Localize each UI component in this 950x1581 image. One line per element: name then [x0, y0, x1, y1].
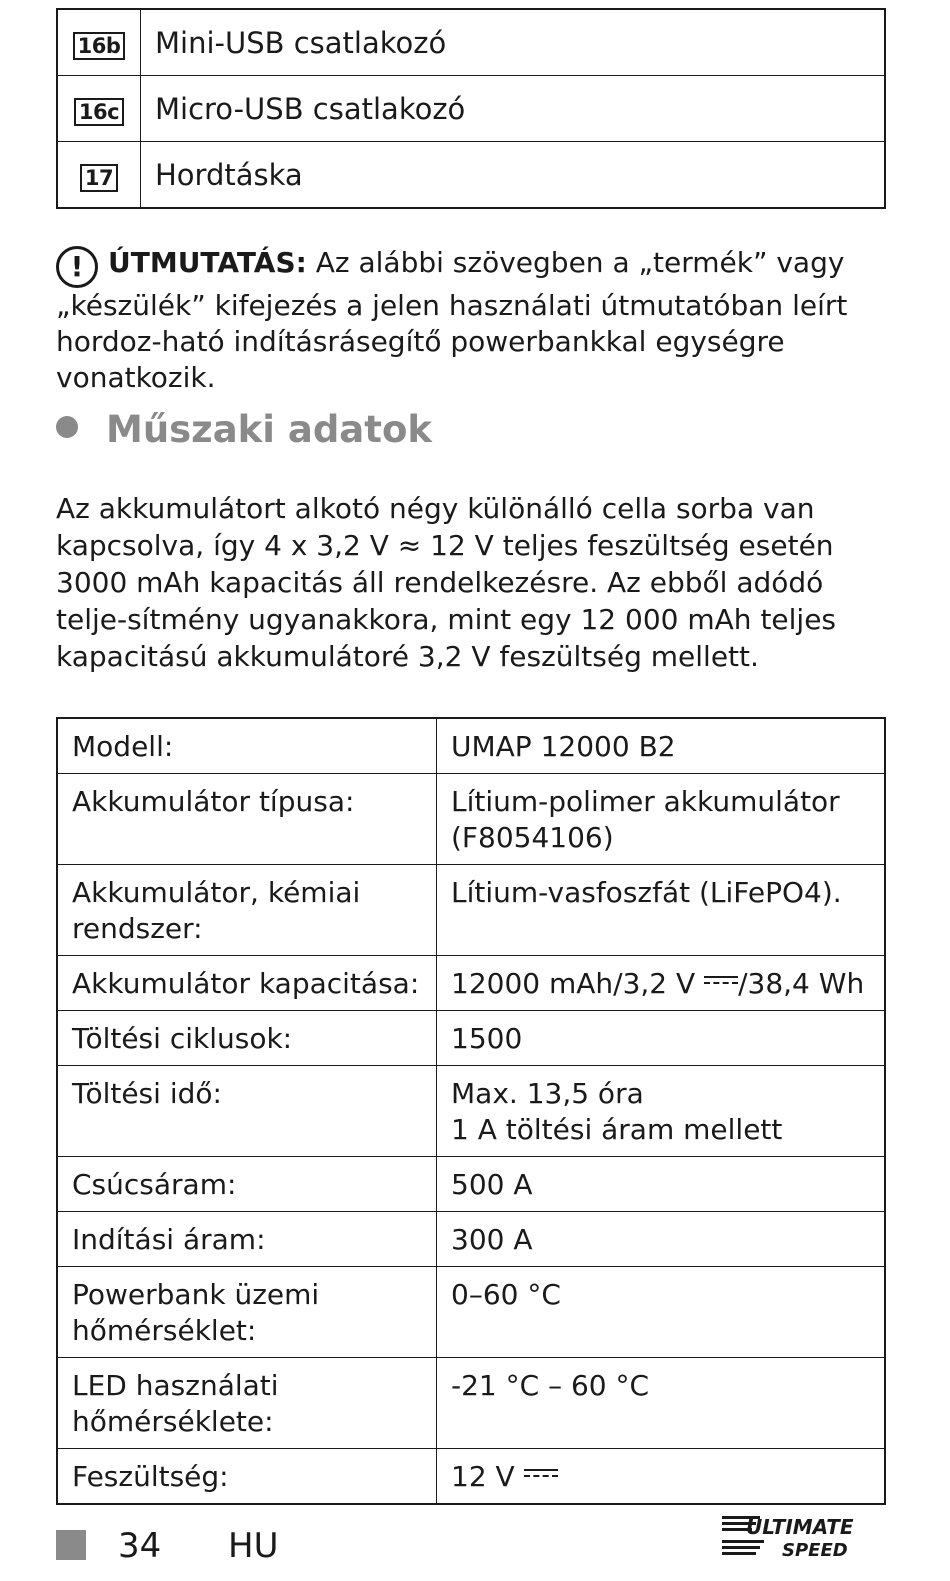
- table-row: [57, 1449, 885, 1505]
- spec-value: Lítium-polimer akkumulátor (F8054106): [437, 774, 886, 865]
- spec-label: Modell:: [57, 718, 437, 774]
- section-title: Műszaki adatok: [106, 408, 432, 451]
- spec-label: Feszültség:: [57, 1449, 437, 1505]
- bullet-icon: [56, 416, 78, 438]
- logo-text-top: ULTIMATE: [746, 1515, 854, 1539]
- page-number: 34: [118, 1526, 162, 1566]
- parts-table: [56, 8, 886, 209]
- dc-symbol-icon: [524, 1469, 558, 1480]
- spec-label: LED használati hőmérséklete:: [57, 1358, 437, 1449]
- spec-label: Akkumulátor, kémiai rendszer:: [57, 865, 437, 956]
- table-row: [57, 865, 885, 956]
- table-row: [57, 142, 885, 209]
- table-row: [57, 1267, 885, 1358]
- dc-symbol-icon: [704, 976, 738, 987]
- spec-value: 12000 mAh/3,2 V /38,4 Wh: [437, 956, 886, 1011]
- part-number: 16b: [73, 32, 126, 60]
- footer-marker: [56, 1530, 86, 1560]
- specs-table: [56, 717, 886, 1505]
- spec-value: 0–60 °C: [437, 1267, 886, 1358]
- note-block: [56, 245, 886, 396]
- table-row: [57, 718, 885, 774]
- spec-label: Töltési ciklusok:: [57, 1011, 437, 1066]
- table-row: [57, 9, 885, 76]
- note-title: ÚTMUTATÁS:: [108, 246, 307, 279]
- spec-label: Akkumulátor típusa:: [57, 774, 437, 865]
- exclamation-icon: !: [56, 246, 98, 288]
- spec-value: Lítium-vasfoszfát (LiFePO4).: [437, 865, 886, 956]
- table-row: [57, 1358, 885, 1449]
- table-row: [57, 1212, 885, 1267]
- spec-value: UMAP 12000 B2: [437, 718, 886, 774]
- table-row: [57, 1011, 885, 1066]
- spec-value: -21 °C – 60 °C: [437, 1358, 886, 1449]
- part-label: Mini-USB csatlakozó: [141, 9, 886, 76]
- part-label: Micro-USB csatlakozó: [141, 76, 886, 142]
- language-code: HU: [228, 1526, 279, 1566]
- table-row: [57, 76, 885, 142]
- table-row: [57, 956, 885, 1011]
- logo-text-bottom: SPEED: [782, 1540, 848, 1560]
- spec-value: Max. 13,5 óra 1 A töltési áram mellett: [437, 1066, 886, 1157]
- spec-value: 500 A: [437, 1157, 886, 1212]
- table-row: [57, 774, 885, 865]
- spec-label: Csúcsáram:: [57, 1157, 437, 1212]
- section-heading: [56, 408, 432, 451]
- spec-value: 300 A: [437, 1212, 886, 1267]
- part-number: 16c: [74, 98, 124, 126]
- note-text: Az alábbi szövegben a „termék” vagy „készülék” kifejezés a jelen használati útmutatóban leírt hordoz-ható indításrásegítő powerbankkal egységre vonatkozik.: [56, 246, 848, 394]
- spec-value: 12 V: [437, 1449, 886, 1505]
- brand-logo: [720, 1510, 886, 1560]
- table-row: [57, 1157, 885, 1212]
- part-label: Hordtáska: [141, 142, 886, 209]
- spec-value: 1500: [437, 1011, 886, 1066]
- part-number: 17: [80, 164, 118, 192]
- table-row: [57, 1066, 885, 1157]
- spec-label: Powerbank üzemi hőmérséklet:: [57, 1267, 437, 1358]
- intro-paragraph: Az akkumulátort alkotó négy különálló cella sorba van kapcsolva, így 4 x 3,2 V ≈ 12 V teljes feszültség esetén 3000 mAh kapacitás áll rendelkezésre. Az ebből adódó telje-sítmény ugyanakkora, mint egy 12 000 mAh teljes kapacitású akkumulátoré 3,2 V feszültség mellett.: [56, 492, 837, 673]
- spec-label: Akkumulátor kapacitása:: [57, 956, 437, 1011]
- spec-label: Töltési idő:: [57, 1066, 437, 1157]
- spec-label: Indítási áram:: [57, 1212, 437, 1267]
